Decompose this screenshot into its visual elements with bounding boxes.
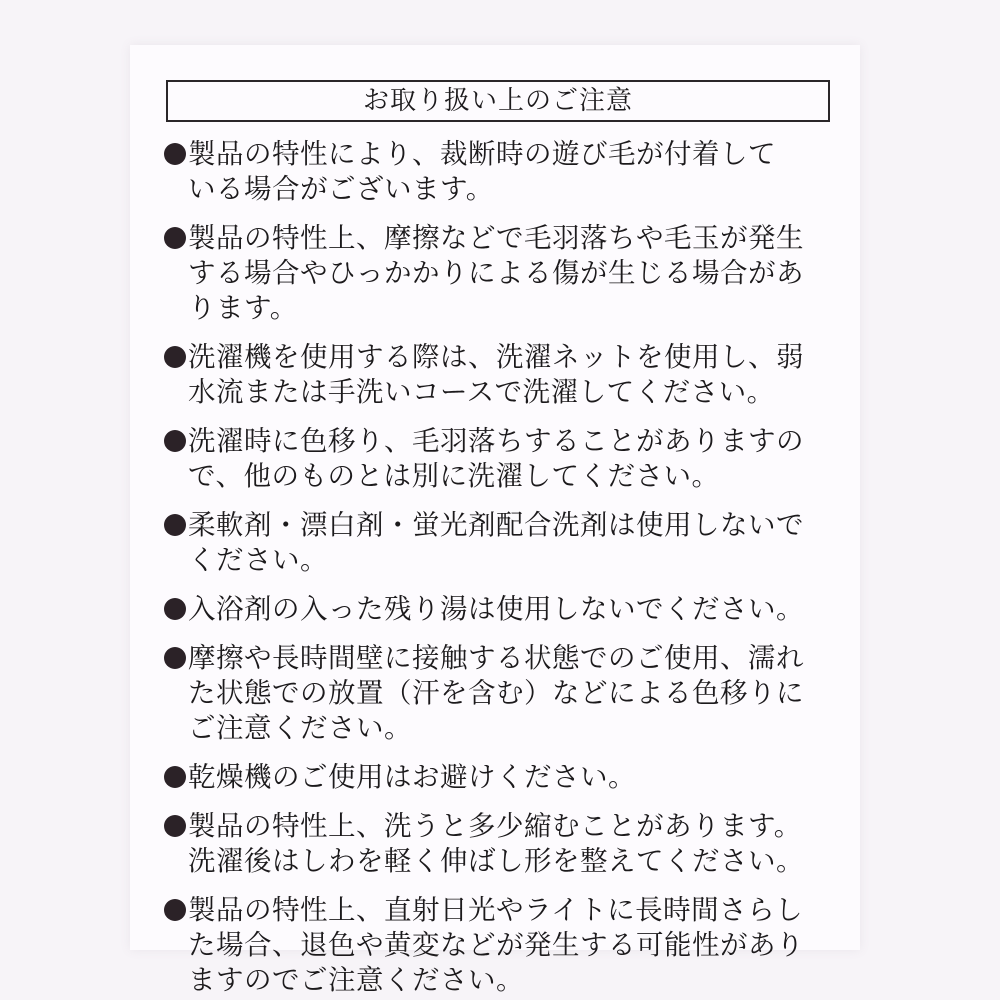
note-text: 製品の特性上、摩擦などで毛羽落ちや毛玉が発生 する場合やひっかかりによる傷が生じる場合があ ります。 <box>188 222 804 324</box>
list-item <box>164 809 840 879</box>
note-text: 柔軟剤・漂白剤・蛍光剤配合洗剤は使用しないで ください。 <box>188 509 804 576</box>
notes-list <box>164 137 840 1000</box>
note-text: 入浴剤の入った残り湯は使用しないでください。 <box>188 593 804 625</box>
note-text: 洗濯機を使用する際は、洗濯ネットを使用し、弱 水流または手洗いコースで洗濯してください。 <box>188 341 804 408</box>
bullet-icon <box>164 647 186 669</box>
bullet-icon <box>164 766 186 788</box>
bullet-icon <box>164 430 186 452</box>
bullet-icon <box>164 346 186 368</box>
list-item <box>164 508 840 578</box>
list-item <box>164 137 840 207</box>
list-item <box>164 592 840 627</box>
title-box <box>166 80 830 122</box>
page-title: お取り扱い上のご注意 <box>362 86 633 116</box>
bullet-icon <box>164 514 186 536</box>
bullet-icon <box>164 143 186 165</box>
note-text: 摩擦や長時間壁に接触する状態でのご使用、濡れ た状態での放置（汗を含む）などによる色移りに ご注意ください。 <box>188 642 804 744</box>
list-item <box>164 641 840 746</box>
bullet-icon <box>164 598 186 620</box>
list-item <box>164 760 840 795</box>
note-text: 製品の特性により、裁断時の遊び毛が付着して いる場合がございます。 <box>188 138 776 205</box>
list-item <box>164 221 840 326</box>
list-item <box>164 893 840 998</box>
note-text: 製品の特性上、直射日光やライトに長時間さらし た場合、退色や黄変などが発生する可能性があり ますのでご注意ください。 <box>188 894 804 996</box>
note-text: 製品の特性上、洗うと多少縮むことがあります。 洗濯後はしわを軽く伸ばし形を整えてください。 <box>188 810 804 877</box>
note-text: 乾燥機のご使用はお避けください。 <box>188 761 636 793</box>
note-text: 洗濯時に色移り、毛羽落ちすることがありますの で、他のものとは別に洗濯してください。 <box>188 425 804 492</box>
list-item <box>164 424 840 494</box>
bullet-icon <box>164 227 186 249</box>
bullet-icon <box>164 815 186 837</box>
bullet-icon <box>164 899 186 921</box>
list-item <box>164 340 840 410</box>
